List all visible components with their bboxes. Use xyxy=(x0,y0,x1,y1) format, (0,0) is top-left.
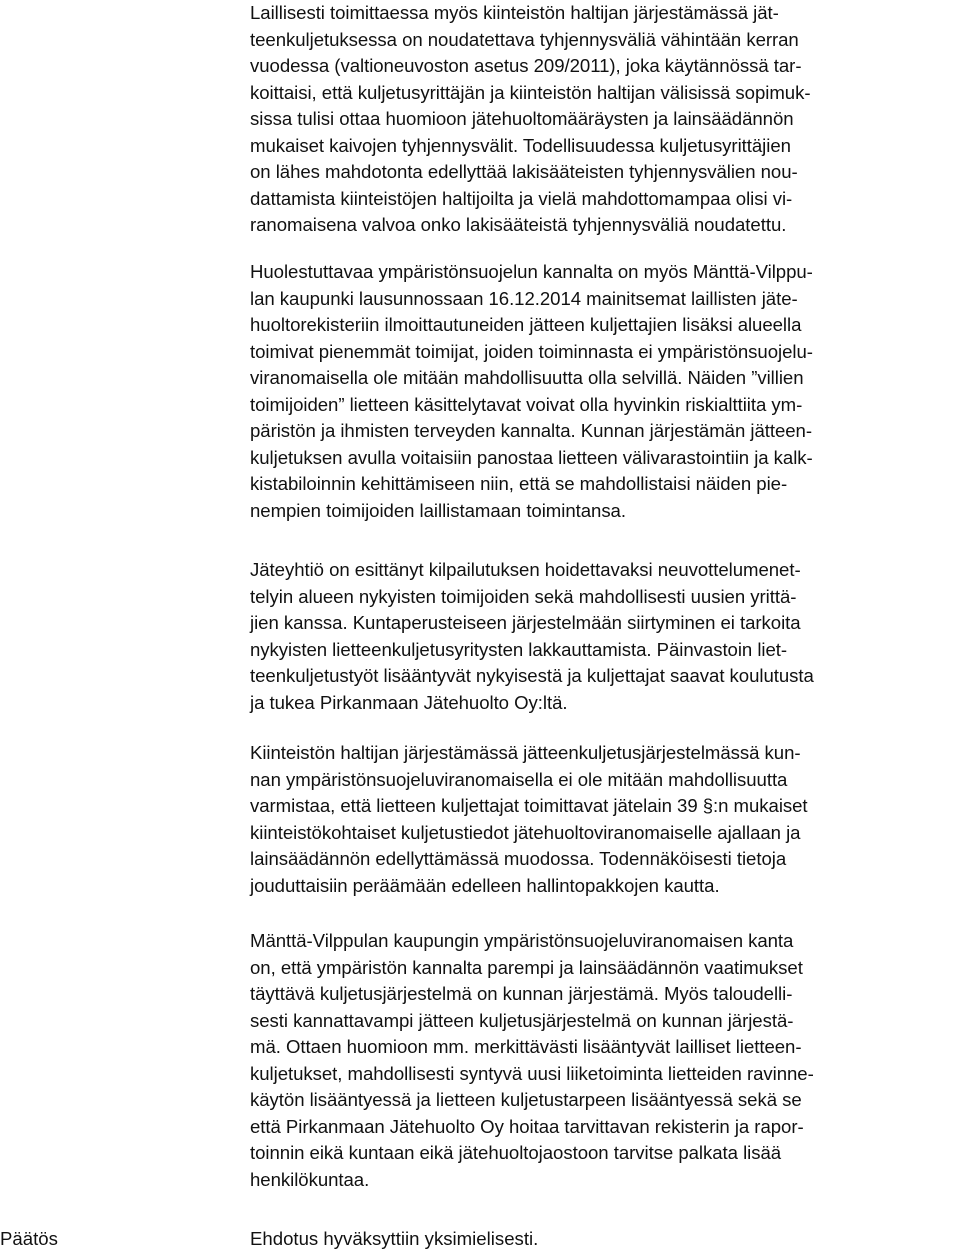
paragraph-unregistered-operators: Huolestuttavaa ympäristönsuojelun kannalta on myös Mänttä-Vilppu- lan kaupunki lausunnossaan 16.12.2014 mainitsemat laillisten jäte- huoltorekisteriin ilmoittautuneiden jätteen kuljettajien lisäksi alueella toimivat pienemmät toimijat, joiden toiminnasta ei ympäristönsuojelu- viranomaisella ole mitään mahdollisuutta olla selvillä. Näiden ”villien toimijoiden” lietteen käsittelytavat voivat olla hyvinkin riskialttiita ym- päristön ja ihmisten terveyden kannalta. Kunnan järjestämän jätteen- kuljetuksen avulla voitaisiin panostaa lietteen välivarastointiin ja kalk- kistabiloinnin kehittämiseen niin, että se mahdollistaisi näiden pie- nempien toimijoiden laillistamaan toimintansa. xyxy=(250,261,813,521)
paragraph-procurement: Jäteyhtiö on esittänyt kilpailutuksen hoidettavaksi neuvottelumenet- telyin alueen nykyisten toimijoiden sekä mahdollisesti uusien yrittä- jien kanssa. Kuntaperusteiseen järjestelmään siirtyminen ei tarkoita nykyisten lietteenkuljetusyritysten lakkauttamista. Päinvastoin liet- teenkuljetustyöt lisääntyvät nykyisestä ja kuljettajat saavat koulutusta ja tukea Pirkanmaan Jätehuolto Oy:ltä. xyxy=(250,559,814,713)
paragraph-transport-data: Kiinteistön haltijan järjestämässä jätteenkuljetusjärjestelmässä kun- nan ympäristönsuojeluviranomaisella ei ole mitään mahdollisuutta varmistaa, että lietteen kuljettajat toimittavat jätelain 39 §:n mukaiset kiinteistökohtaiset kuljetustiedot jätehuoltoviranomaiselle ajallaan ja lainsäädännön edellyttämässä muodossa. Todennäköisesti tietoja jouduttaisiin peräämään edelleen hallintopakkojen kautta. xyxy=(250,742,808,896)
decision-text: Ehdotus hyväksyttiin yksimielisesti. xyxy=(250,1228,539,1249)
paragraph-authority-position: Mänttä-Vilppulan kaupungin ympäristönsuojeluviranomaisen kanta on, että ympäristön kannalta parempi ja lainsäädännön vaatimukset täyttävä kuljetusjärjestelmä on kunnan järjestämä. Myös taloudelli- sesti kannattavampi jätteen kuljetusjärjestelmä on kunnan järjestä- mä. Ottaen huomioon mm. merkittävästi lisääntyvät lailliset lietteen- kuljetukset, mahdollisesti syntyvä uusi liiketoiminta lietteiden ravinne- käytön lisääntyessä ja lietteen kuljetustarpeen lisääntyessä sekä se että Pirkanmaan Jätehuolto Oy hoitaa tarvittavan rekisterin ja rapor- toinnin eikä kuntaan eikä jätehuoltojaostoon tarvitse palkata lisää henkilökuntaa. xyxy=(250,930,814,1190)
paragraph-legal-emptying-intervals: Laillisesti toimittaessa myös kiinteistön haltijan järjestämässä jät- teenkuljetuksessa on noudatettava tyhjennysväliä vähintään kerran vuodessa (valtioneuvoston asetus 209/2011), joka käytännössä tar- koittaisi, että kuljetusyrittäjän ja kiinteistön haltijan välisissä sopimuk- sissa tulisi ottaa huomioon jätehuoltomääräysten ja lainsäädännön mukaiset kaivojen tyhjennysvälit. Todellisuudessa kuljetusyrittäjien on lähes mahdotonta edellyttää lakisääteisten tyhjennysvälien nou- dattamista kiinteistöjen haltijoilta ja vielä mahdottomampaa olisi vi- ranomaisena valvoa onko lakisääteistä tyhjennysväliä noudatettu. xyxy=(250,2,811,235)
decision-label: Päätös xyxy=(0,1228,58,1249)
